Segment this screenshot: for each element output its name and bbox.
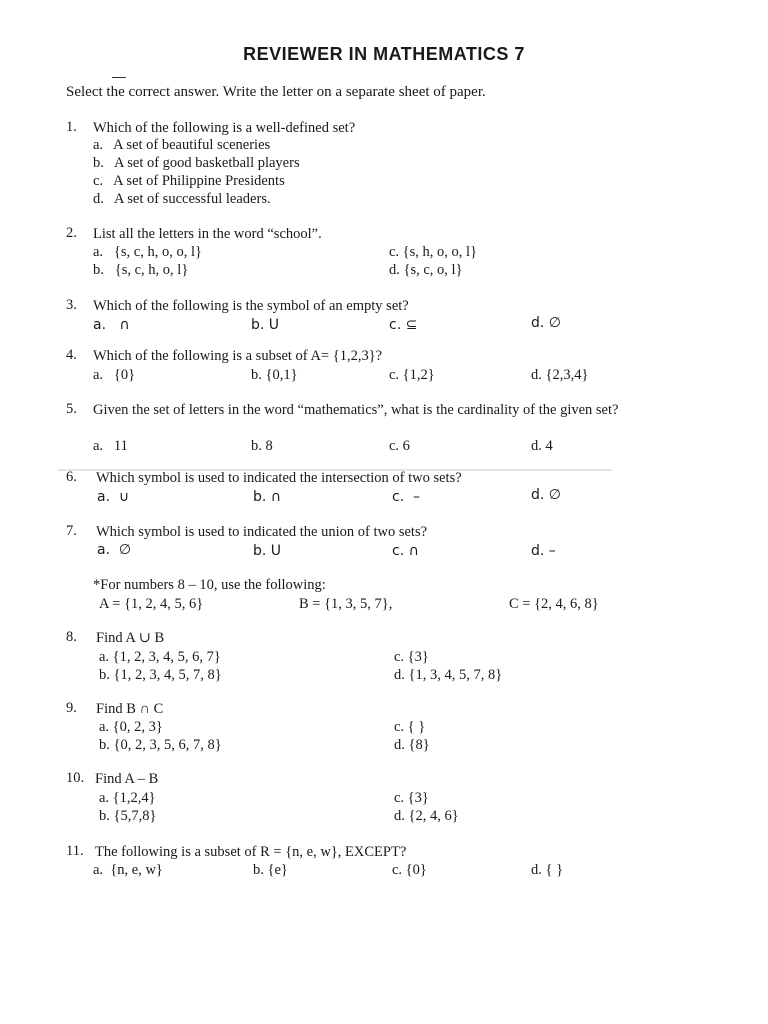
question-text: Which of the following is a well-defined set?	[93, 120, 356, 136]
option-b: b. {1, 2, 3, 4, 5, 7, 8}	[99, 667, 222, 683]
question-number: 5.	[66, 401, 77, 417]
option-b: b. {0,1}	[251, 367, 298, 383]
set-a: A = {1, 2, 4, 5, 6}	[99, 596, 204, 612]
question-number: 2.	[66, 225, 77, 241]
option-d: d. –	[531, 543, 556, 559]
question-text: Find A – B	[95, 771, 159, 787]
option-a: a. A set of beautiful sceneries	[93, 137, 271, 153]
option-c: c. {s, h, o, o, l}	[389, 244, 478, 260]
question-number: 9.	[66, 700, 77, 716]
option-c: c. {0}	[392, 862, 427, 878]
option-b: b. {0, 2, 3, 5, 6, 7, 8}	[99, 737, 222, 753]
option-c: c. {1,2}	[389, 367, 435, 383]
option-b: b. {s, c, h, o, l}	[93, 262, 189, 278]
option-b: b. A set of good basketball players	[93, 155, 300, 171]
option-a: a. {1,2,4}	[99, 790, 156, 806]
option-d: d. A set of successful leaders.	[93, 191, 271, 207]
option-b: b. 8	[251, 438, 273, 454]
option-a: a. ∩	[93, 317, 130, 333]
option-c: c. ∩	[392, 543, 419, 559]
option-a: a. ∪	[97, 489, 130, 505]
option-c: c. –	[392, 489, 421, 505]
question-number: 3.	[66, 297, 77, 313]
option-d: d. {2,3,4}	[531, 367, 589, 383]
option-c: c. { }	[394, 719, 426, 735]
page-title: REVIEWER IN MATHEMATICS 7	[243, 44, 525, 64]
option-b: b. U	[253, 543, 282, 559]
question-text: Which of the following is the symbol of an empty set?	[93, 298, 409, 314]
option-b: b. ∩	[253, 489, 282, 505]
question-text: Find A ∪ B	[96, 630, 165, 646]
option-a: a. {0}	[93, 367, 136, 383]
option-d: d. ∅	[531, 315, 561, 331]
set-c: C = {2, 4, 6, 8}	[509, 596, 599, 612]
question-number: 1.	[66, 119, 77, 135]
option-d: d. { }	[531, 862, 564, 878]
option-d: d. {1, 3, 4, 5, 7, 8}	[394, 667, 503, 683]
option-a: a. ∅	[97, 542, 132, 558]
option-c: c. 6	[389, 438, 410, 454]
option-a: a. {0, 2, 3}	[99, 719, 163, 735]
question-number: 6.	[66, 469, 77, 485]
question-text: Which symbol is used to indicated the intersection of two sets?	[96, 470, 462, 486]
option-a: a. 11	[93, 438, 128, 454]
option-a: a. {n, e, w}	[93, 862, 163, 878]
option-b: b. U	[251, 317, 280, 333]
option-d: d. {2, 4, 6}	[394, 808, 459, 824]
option-b: b. {e}	[253, 862, 288, 878]
overline-mark	[112, 77, 126, 78]
question-text: The following is a subset of R = {n, e, w}, EXCEPT?	[95, 844, 407, 860]
option-a: a. {1, 2, 3, 4, 5, 6, 7}	[99, 649, 221, 665]
question-number: 4.	[66, 347, 77, 363]
option-c: c. ⊆	[389, 317, 418, 333]
question-number: 7.	[66, 523, 77, 539]
option-a: a. {s, c, h, o, o, l}	[93, 244, 202, 260]
option-c: c. {3}	[394, 790, 429, 806]
instructions: Select the correct answer. Write the letter on a separate sheet of paper.	[66, 84, 486, 100]
option-d: d. 4	[531, 438, 553, 454]
question-number: 8.	[66, 629, 77, 645]
question-number: 10.	[66, 770, 85, 786]
option-c: c. {3}	[394, 649, 429, 665]
question-text: Which of the following is a subset of A= {1,2,3}?	[93, 348, 383, 364]
option-c: c. A set of Philippine Presidents	[93, 173, 285, 189]
question-text: Find B ∩ C	[96, 701, 164, 717]
sets-note: *For numbers 8 – 10, use the following:	[93, 577, 326, 593]
option-d: d. {s, c, o, l}	[389, 262, 463, 278]
option-d: d. {8}	[394, 737, 430, 753]
question-text: Which symbol is used to indicated the union of two sets?	[96, 524, 428, 540]
question-text: List all the letters in the word “school”.	[93, 226, 322, 242]
option-d: d. ∅	[531, 487, 561, 503]
set-b: B = {1, 3, 5, 7},	[299, 596, 393, 612]
question-text: Given the set of letters in the word “mathematics”, what is the cardinality of the given set?	[93, 402, 619, 418]
question-number: 11.	[66, 843, 84, 859]
option-b: b. {5,7,8}	[99, 808, 157, 824]
